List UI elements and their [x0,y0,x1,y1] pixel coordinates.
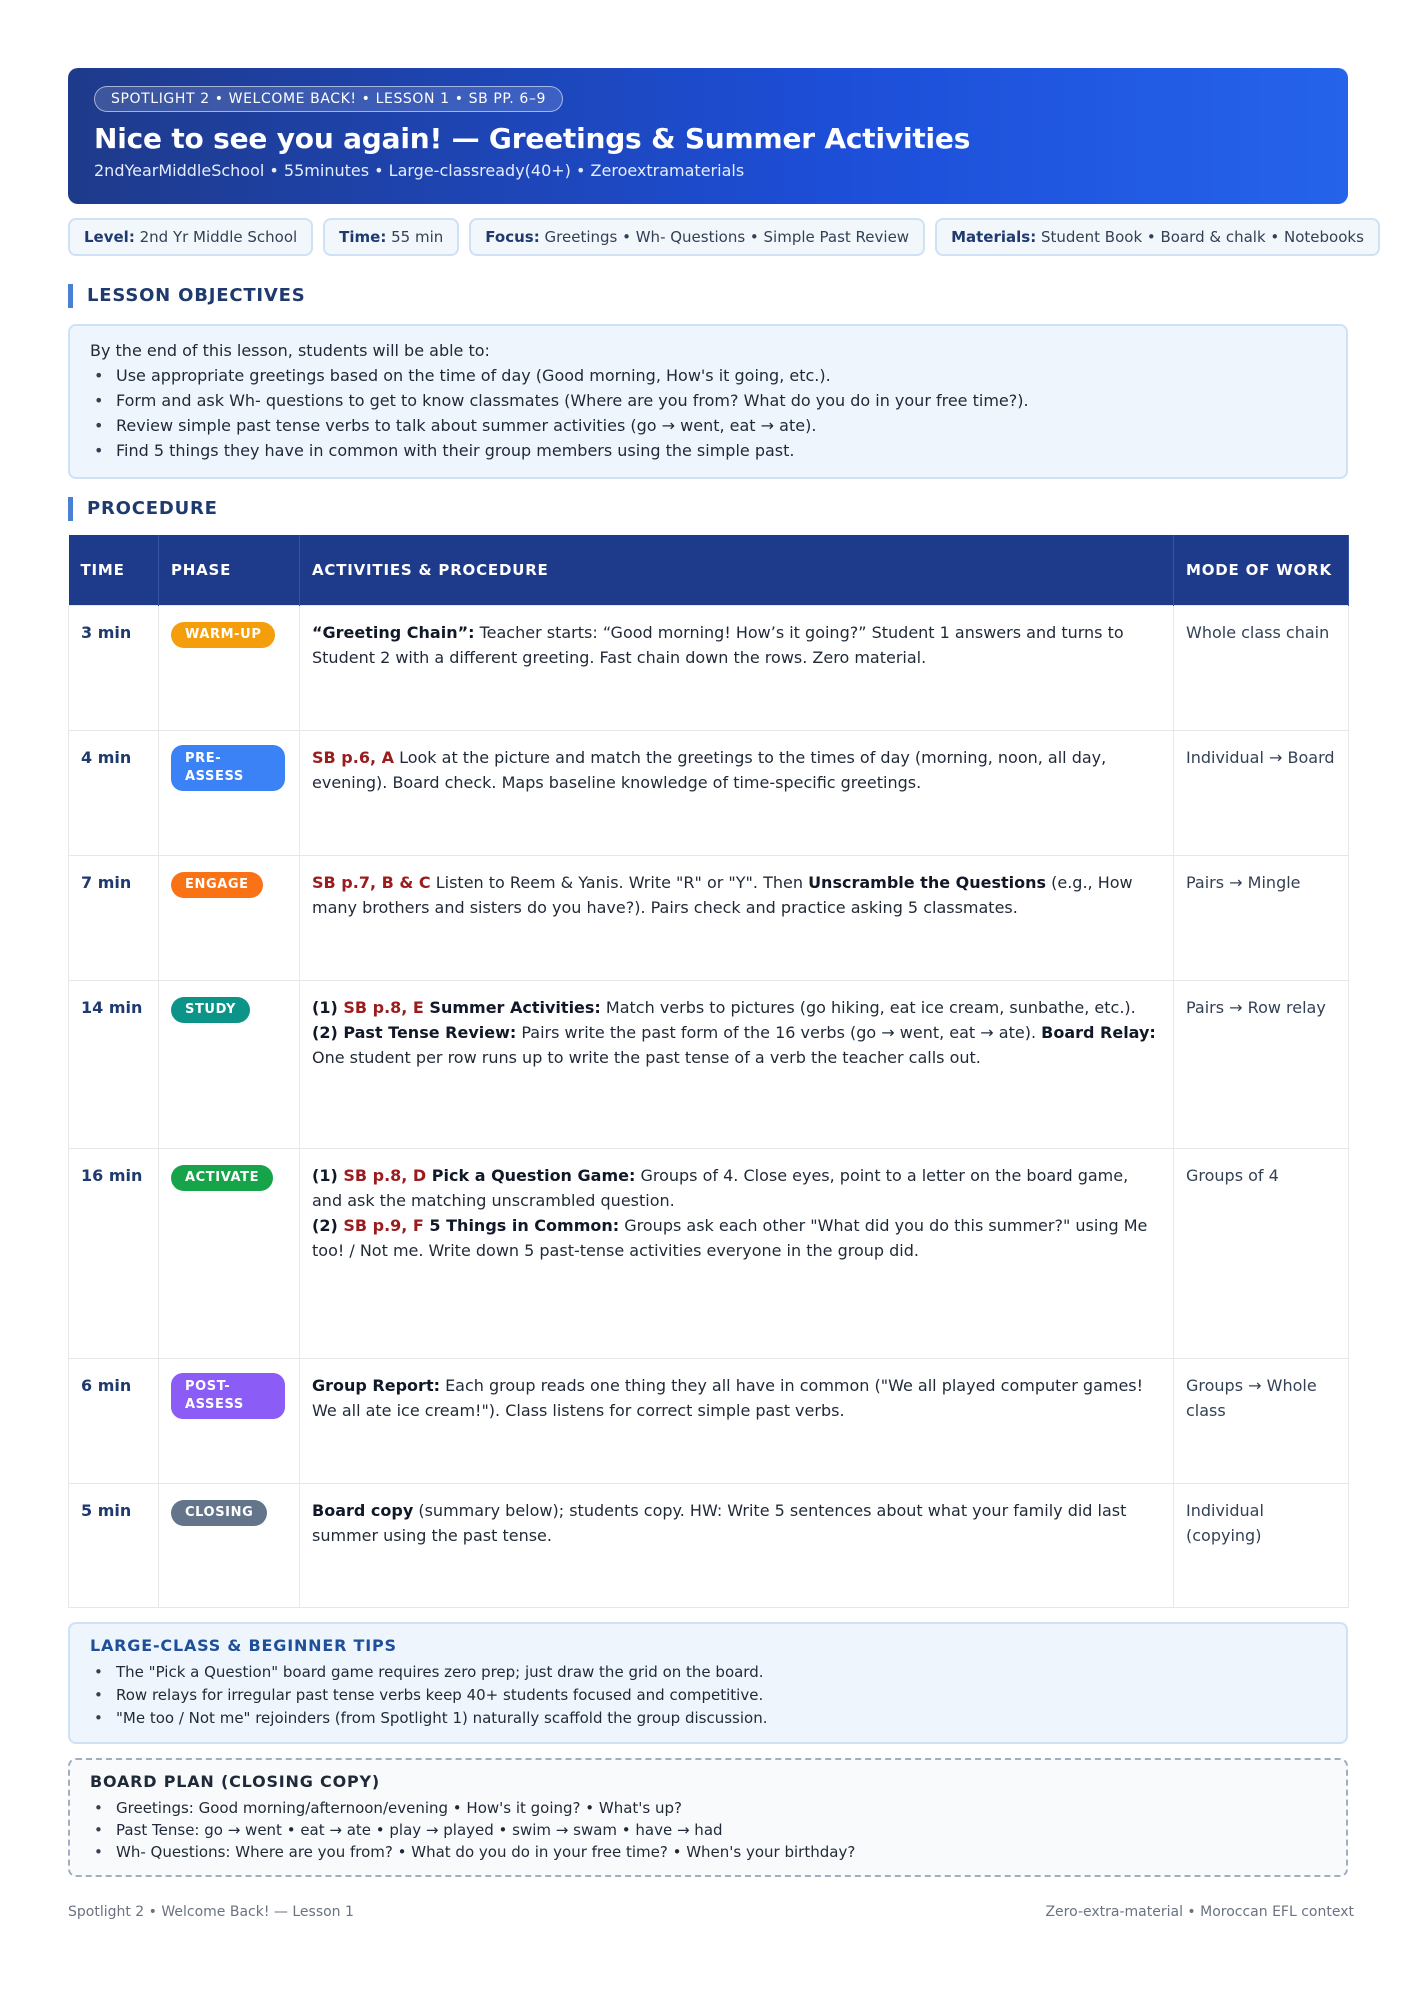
list-item: • Row relays for irregular past tense verbs keep 40+ students focused and competitive. [90,1684,1326,1707]
row-mode: Groups of 4 [1174,1148,1349,1358]
table-row [69,980,1349,1148]
row-mode: Pairs → Mingle [1174,855,1349,980]
footer-left: Spotlight 2 • Welcome Back! — Lesson 1 [68,1904,354,1920]
board-plan-list [90,1797,1326,1863]
column-header: MODE OF WORK [1174,535,1349,605]
pill-label: Level: [84,228,135,246]
table-row [69,1148,1349,1358]
row-phase [159,605,300,730]
pill-focus [469,218,925,256]
row-activity: SB p.7, B & C Listen to Reem & Yanis. Write "R" or "Y". Then Unscramble the Questions (e.g., How many brothers and sisters do you have?). Pairs check and practice asking 5 classmates. [300,855,1174,980]
row-activity: Board copy (summary below); students copy. HW: Write 5 sentences about what your family did last summer using the past tense. [300,1483,1174,1607]
phase-badge: CLOSING [171,1500,267,1526]
phase-badge: PRE- ASSESS [171,745,285,791]
phase-badge: ACTIVATE [171,1165,273,1191]
table-row [69,605,1349,730]
tips-box [68,1622,1348,1744]
row-time: 7 min [69,855,159,980]
tips-list [90,1661,1326,1730]
row-mode: Whole class chain [1174,605,1349,730]
list-item: • Find 5 things they have in common with their group members using the simple past. [90,438,1326,463]
list-item: • Form and ask Wh- questions to get to know classmates (Where are you from? What do you do in your free time?). [90,388,1326,413]
objectives-list [90,363,1326,463]
pill-label: Materials: [951,228,1037,246]
lesson-header [68,68,1348,204]
row-mode: Groups → Whole class [1174,1358,1349,1483]
procedure-heading: PROCEDURE [68,497,1348,521]
phase-badge: WARM-UP [171,622,275,648]
footer-right: Zero-extra-material • Moroccan EFL context [1045,1904,1354,1920]
row-activity: (1) SB p.8, E Summer Activities: Match verbs to pictures (go hiking, eat ice cream, sunbathe, etc.). (2) Past Tense Review: Pairs write the past form of the 16 verbs (go → went, eat → ate). Board Relay: One student per row runs up to write the past tense of a verb the teacher calls out. [300,980,1174,1148]
row-phase [159,1358,300,1483]
lesson-chip: SPOTLIGHT 2 • WELCOME BACK! • LESSON 1 • SB PP. 6–9 [94,86,563,112]
info-pills [68,218,1364,256]
row-activity: “Greeting Chain”: Teacher starts: “Good morning! How’s it going?” Student 1 answers and turns to Student 2 with a different greeting. Fast chain down the rows. Zero material. [300,605,1174,730]
page-subtitle: 2ndYearMiddleSchool • 55minutes • Large-classready(40+) • Zeroextramaterials [94,161,745,180]
column-header: ACTIVITIES & PROCEDURE [300,535,1174,605]
board-plan-box [68,1758,1348,1877]
row-phase [159,980,300,1148]
row-phase [159,1148,300,1358]
row-mode: Pairs → Row relay [1174,980,1349,1148]
table-row [69,1358,1349,1483]
table-row [69,1483,1349,1607]
row-activity: (1) SB p.8, D Pick a Question Game: Groups of 4. Close eyes, point to a letter on the board game, and ask the matching unscrambled question. (2) SB p.9, F 5 Things in Common: Groups ask each other "What did you do this summer?" using Me too! / Not me. Write down 5 past-tense activities everyone in the group did. [300,1148,1174,1358]
row-mode: Individual (copying) [1174,1483,1349,1607]
pill-value: Greetings • Wh- Questions • Simple Past Review [544,228,910,246]
phase-badge: STUDY [171,997,250,1023]
pill-level [68,218,313,256]
procedure-table [68,535,1349,1608]
page-footer [68,1904,1354,1920]
objectives-intro: By the end of this lesson, students will be able to: [90,341,490,360]
pill-value: 55 min [391,228,444,246]
list-item: • Greetings: Good morning/afternoon/evening • How's it going? • What's up? [90,1797,1326,1819]
objectives-box [68,324,1348,479]
row-phase [159,855,300,980]
list-item: • Use appropriate greetings based on the time of day (Good morning, How's it going, etc.). [90,363,1326,388]
pill-materials [935,218,1380,256]
list-item: • Wh- Questions: Where are you from? • What do you do in your free time? • When's your birthday? [90,1841,1326,1863]
list-item: • Past Tense: go → went • eat → ate • play → played • swim → swam • have → had [90,1819,1326,1841]
row-mode: Individual → Board [1174,730,1349,855]
lesson-plan-page [68,68,1364,1877]
row-activity: Group Report: Each group reads one thing they all have in common ("We all played computer games! We all ate ice cream!"). Class listens for correct simple past verbs. [300,1358,1174,1483]
phase-badge: ENGAGE [171,872,263,898]
tips-heading: LARGE-CLASS & BEGINNER TIPS [90,1635,397,1655]
objectives-heading: LESSON OBJECTIVES [68,284,1348,308]
board-plan-heading: BOARD PLAN (CLOSING COPY) [90,1771,381,1791]
column-header: PHASE [159,535,300,605]
table-row [69,855,1349,980]
page-title: Nice to see you again! — Greetings & Summer Activities [94,122,971,155]
row-time: 4 min [69,730,159,855]
pill-label: Time: [339,228,387,246]
row-time: 3 min [69,605,159,730]
pill-value: 2nd Yr Middle School [139,228,298,246]
row-activity: SB p.6, A Look at the picture and match the greetings to the times of day (morning, noon, all day, evening). Board check. Maps baseline knowledge of time-specific greetings. [300,730,1174,855]
row-time: 14 min [69,980,159,1148]
phase-badge: POST- ASSESS [171,1373,285,1419]
row-phase [159,730,300,855]
row-time: 16 min [69,1148,159,1358]
row-phase [159,1483,300,1607]
row-time: 5 min [69,1483,159,1607]
column-header: TIME [69,535,159,605]
pill-time [323,218,459,256]
list-item: • The "Pick a Question" board game requires zero prep; just draw the grid on the board. [90,1661,1326,1684]
row-time: 6 min [69,1358,159,1483]
pill-label: Focus: [485,228,540,246]
table-row [69,730,1349,855]
table-header-row [69,535,1349,605]
list-item: • "Me too / Not me" rejoinders (from Spotlight 1) naturally scaffold the group discussion. [90,1707,1326,1730]
pill-value: Student Book • Board & chalk • Notebooks [1040,228,1364,246]
list-item: • Review simple past tense verbs to talk about summer activities (go → went, eat → ate). [90,413,1326,438]
